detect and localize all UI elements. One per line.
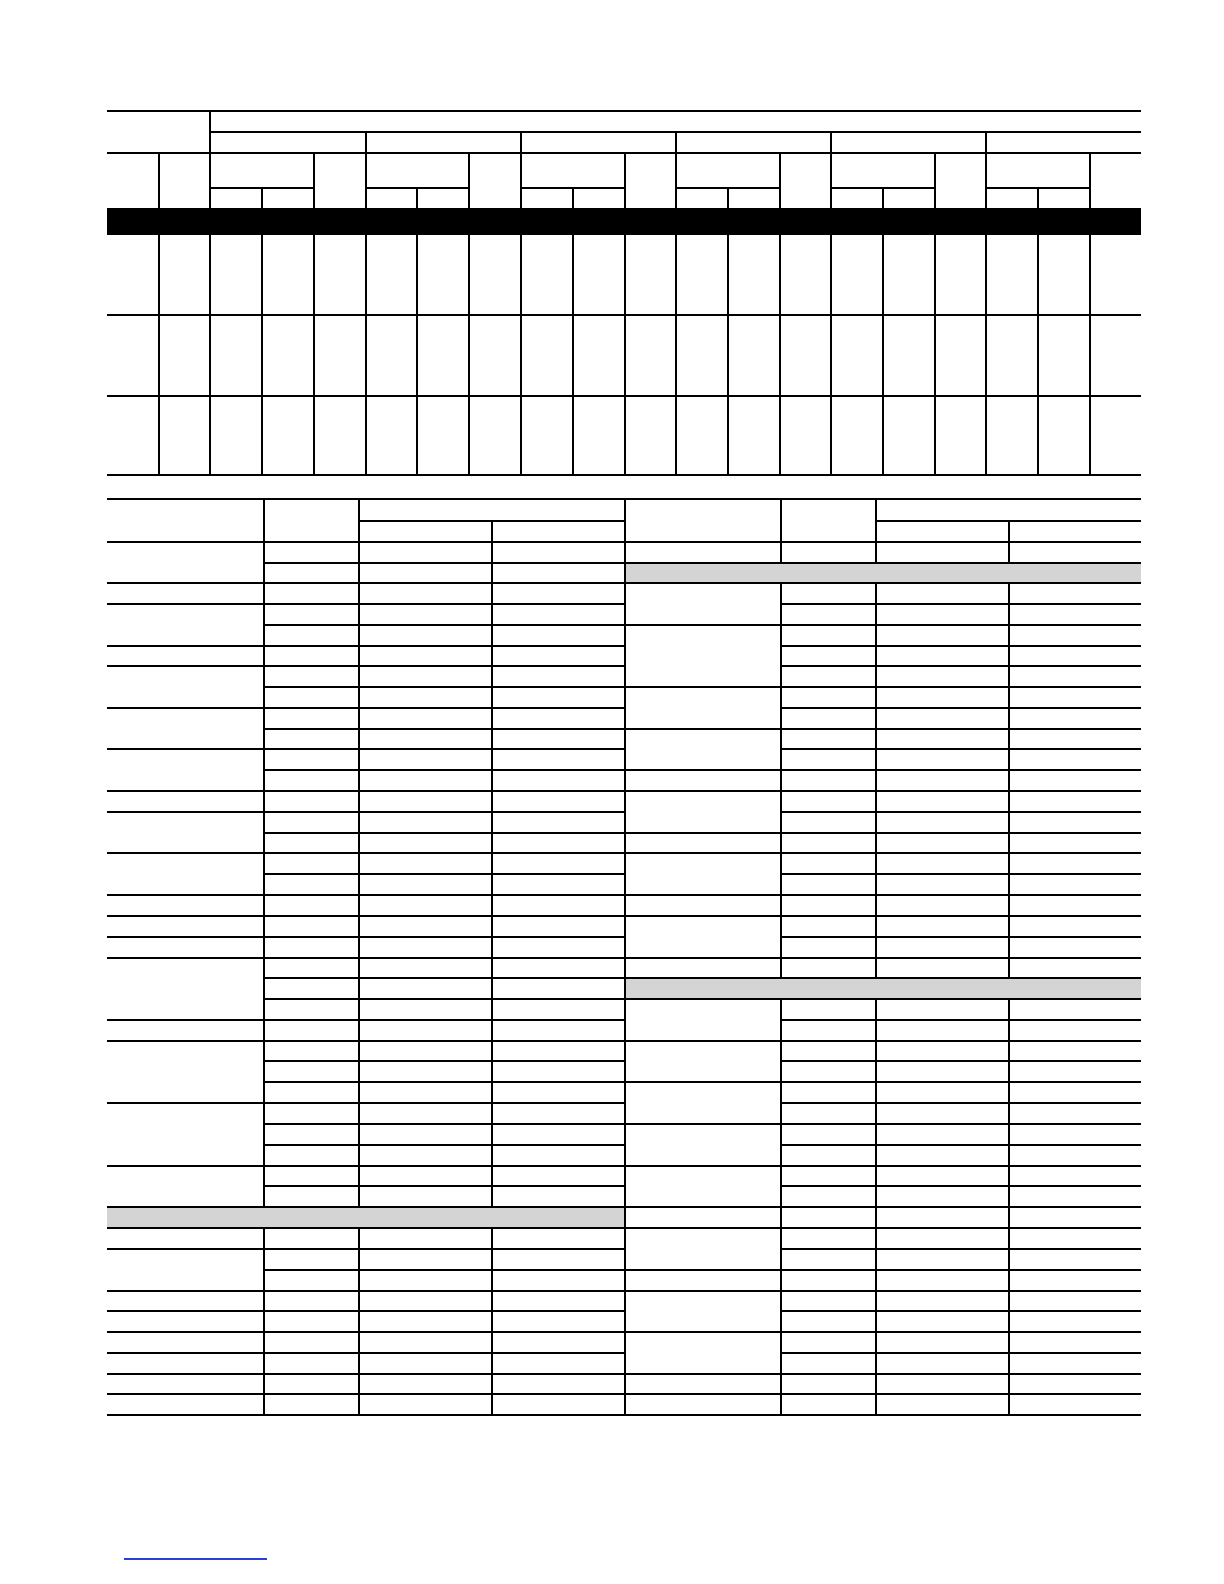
upper-col-header-divider-3 [261,187,263,208]
lower-left-rule [107,811,625,813]
lower-left-rule [107,1414,625,1416]
lower-left-sub-rule [264,1081,625,1083]
lower-right-col-divider-2 [875,541,877,562]
lower-right-sub-rule [781,707,1141,709]
lower-left-rule [107,603,625,605]
upper-col-header-divider-8 [520,152,522,208]
upper-group-divider-2 [520,131,522,154]
upper-col-header-divider-7 [468,152,470,208]
upper-col-body-divider-2 [209,235,211,476]
lower-header-divider-1 [263,498,265,542]
upper-col-header-divider-17 [985,152,987,208]
upper-col-header-divider-4 [313,152,315,208]
lower-left-rule [107,957,625,959]
lower-left-rule [107,707,625,709]
lower-right-col-divider-2b [875,582,877,978]
lower-right-rule [625,582,1141,584]
upper-col-body-divider-5 [365,235,367,476]
upper-col-body-divider-3 [261,235,263,476]
lower-left-rule [107,1165,625,1167]
lower-left-sub-rule [264,624,625,626]
lower-right-sub-rule [781,1144,1141,1146]
lower-right-sub-rule [781,748,1141,750]
lower-left-sub-rule [264,1060,625,1062]
lower-right-rule [625,1331,1141,1333]
upper-group-divider-4 [830,131,832,154]
lower-right-sub-rule [781,1102,1141,1104]
upper-col-body-divider-19 [1089,235,1091,476]
lower-left-rule [107,852,625,854]
lower-left-sub-rule [264,562,625,564]
upper-col-body-divider-17 [985,235,987,476]
lower-right-rule [625,1123,1141,1125]
lower-right-col-divider-2c [875,998,877,1416]
lower-right-rule [625,624,1141,626]
lower-left-sub-rule [264,873,625,875]
lower-right-rule [625,728,1141,730]
lower-left-rule [107,1373,625,1375]
lower-right-shaded-row-2 [625,978,1141,998]
lower-left-sub-rule [264,1144,625,1146]
lower-right-col-divider-1b [780,582,782,978]
upper-col-body-divider-11 [675,235,677,476]
upper-col-body-divider-12 [727,235,729,476]
lower-left-rule [107,665,625,667]
upper-col-body-divider-6 [416,235,418,476]
lower-right-sub-rule [781,1185,1141,1187]
lower-right-shaded-row-1 [625,562,1141,582]
lower-left-sub-rule [264,1123,625,1125]
lower-left-rule [107,936,625,938]
upper-col-body-divider-4 [313,235,315,476]
lower-right-rule [625,686,1141,688]
lower-left-rule [107,1331,625,1333]
lower-right-rule [625,541,1141,543]
lower-right-sub-rule [781,603,1141,605]
upper-col-header-divider-18 [1037,187,1039,208]
lower-left-rule [107,1290,625,1292]
lower-header-divider-5 [780,498,782,542]
lower-right-rule [625,915,1141,917]
lower-right-rule [625,977,1141,979]
upper-col-header-divider-15 [882,187,884,208]
upper-col-body-divider-1 [158,235,160,476]
lower-left-col-divider-1b [263,1227,265,1416]
upper-col-header-divider-9 [572,187,574,208]
upper-col-body-divider-10 [624,235,626,476]
lower-right-col-divider-3b [1008,582,1010,978]
lower-right-sub-rule [781,811,1141,813]
lower-left-col-divider-1 [263,541,265,1207]
lower-right-rule [625,562,1141,564]
lower-left-shaded-row [107,1207,625,1227]
lower-right-col-divider-3c [1008,998,1010,1416]
lower-right-rule [625,1414,1141,1416]
upper-table-top-rule [107,110,1141,112]
upper-col-body-divider-14 [830,235,832,476]
lower-left-sub-rule [264,977,625,979]
lower-right-rule [625,790,1141,792]
upper-col-header-divider-13 [779,152,781,208]
upper-table-header-band [107,208,1141,235]
lower-left-col-divider-2 [358,541,360,1207]
lower-right-rule [625,1206,1141,1208]
lower-header-divider-3 [491,520,493,542]
lower-right-sub-rule [781,1310,1141,1312]
lower-right-sub-rule [781,645,1141,647]
lower-right-rule [625,1227,1141,1229]
lower-left-rule [107,915,625,917]
upper-col-header-divider-19 [1089,152,1091,208]
footnote-separator-rule [124,1558,267,1560]
lower-left-rule [107,1352,625,1354]
upper-title-divider [209,110,211,154]
lower-right-rule [625,1290,1141,1292]
upper-col-header-divider-10 [624,152,626,208]
lower-left-sub-rule [264,728,625,730]
upper-group-divider-3 [675,131,677,154]
lower-right-rule [625,852,1141,854]
lower-right-rule [625,998,1141,1000]
lower-left-rule [107,1040,625,1042]
lower-left-rule [107,748,625,750]
lower-header-divider-7 [1008,520,1010,542]
lower-left-rule [107,1248,625,1250]
lower-right-rule [625,1393,1141,1395]
lower-left-sub-rule [264,769,625,771]
upper-col-body-divider-8 [520,235,522,476]
upper-group-divider-5 [985,131,987,154]
lower-right-sub-rule [781,1060,1141,1062]
upper-col-body-divider-13 [779,235,781,476]
lower-left-rule [107,790,625,792]
lower-left-rule [107,1227,625,1229]
lower-left-rule [107,1102,625,1104]
lower-left-rule [107,1019,625,1021]
lower-left-rule [107,582,625,584]
lower-left-col-divider-2b [358,1227,360,1416]
upper-group-divider-1 [365,131,367,154]
lower-left-rule [107,894,625,896]
lower-left-rule [107,1206,625,1208]
lower-left-rule [107,645,625,647]
lower-left-sub-rule [264,1185,625,1187]
upper-col-body-divider-9 [572,235,574,476]
lower-right-sub-rule [781,936,1141,938]
footnote-text [124,1562,724,1578]
upper-col-header-divider-2 [209,152,211,208]
lower-right-sub-rule [781,1019,1141,1021]
lower-right-sub-rule [781,1352,1141,1354]
lower-left-sub-rule [264,998,625,1000]
lower-right-rule [625,1373,1141,1375]
lower-right-col-divider-1c [780,998,782,1416]
upper-col-body-divider-16 [934,235,936,476]
upper-col-header-divider-11 [675,152,677,208]
lower-left-col-divider-3 [491,541,493,1207]
lower-left-sub-rule [264,832,625,834]
lower-left-col-divider-3b [491,1227,493,1416]
upper-col-header-divider-14 [830,152,832,208]
lower-right-rule [625,957,1141,959]
upper-col-header-divider-6 [416,187,418,208]
lower-left-rule [107,1393,625,1395]
lower-right-col-divider-1 [780,541,782,562]
lower-header-divider-2 [358,498,360,542]
upper-col-header-divider-1 [158,152,160,208]
lower-right-col-divider-3 [1008,541,1010,562]
lower-right-rule [625,1165,1141,1167]
upper-col-body-divider-18 [1037,235,1039,476]
lower-left-sub-rule [264,1269,625,1271]
lower-right-sub-rule [781,665,1141,667]
lower-left-rule [107,541,625,543]
lower-header-divider-6 [875,498,877,542]
lower-right-rule [625,1081,1141,1083]
upper-col-body-divider-15 [882,235,884,476]
upper-col-header-divider-16 [934,152,936,208]
lower-right-rule [625,1269,1141,1271]
lower-right-rule [625,832,1141,834]
upper-col-header-divider-5 [365,152,367,208]
lower-left-rule [107,1310,625,1312]
lower-left-sub-rule [264,686,625,688]
upper-col-header-divider-12 [727,187,729,208]
lower-right-rule [625,894,1141,896]
lower-right-sub-rule [781,873,1141,875]
lower-right-rule [625,1040,1141,1042]
lower-right-sub-rule [781,1248,1141,1250]
lower-header-divider-4 [624,498,626,542]
lower-right-rule [625,769,1141,771]
upper-col-body-divider-7 [468,235,470,476]
